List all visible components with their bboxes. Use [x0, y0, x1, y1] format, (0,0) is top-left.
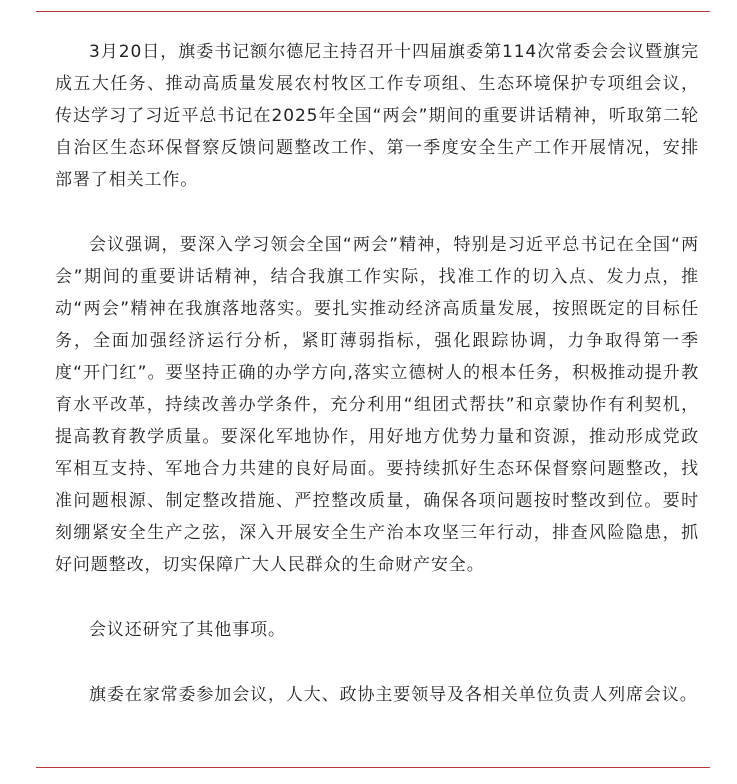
paragraph-meeting-summary: 3月20日，旗委书记额尔德尼主持召开十四届旗委第114次常委会会议暨旗完成五大任务、推动高质量发展农村牧区工作专项组、生态环境保护专项组会议，传达学习了习近平总书记在2025年全国“两会”期间的重要讲话精神，听取第二轮自治区生态环保督察反馈问题整改工作、第一季度安全生产工作开展情况，安排部署了相关工作。 — [55, 42, 699, 190]
bottom-divider — [36, 767, 710, 768]
paragraph-meeting-emphasis: 会议强调，要深入学习领会全国“两会”精神，特别是习近平总书记在全国“两会”期间的重要讲话精神，结合我旗工作实际，找准工作的切入点、发力点，推动“两会”精神在我旗落地落实。要扎实推动经济高质量发展，按照既定的目标任务，全面加强经济运行分析，紧盯薄弱指标，强化跟踪协调，力争取得第一季度“开门红”。要坚持正确的办学方向,落实立德树人的根本任务，积极推动提升教育水平改革，持续改善办学条件，充分利用“组团式帮扶”和京蒙协作有利契机，提高教育教学质量。要深化军地协作，用好地方优势力量和资源，推动形成党政军相互支持、军地合力共建的良好局面。要持续抓好生态环保督察问题整改，找准问题根源、制定整改措施、严控整改质量，确保各项问题按时整改到位。要时刻绷紧安全生产之弦，深入开展安全生产治本攻坚三年行动，排查风险隐患，抓好问题整改，切实保障广大人民群众的生命财产安全。 — [55, 235, 699, 575]
paragraph-other-matters: 会议还研究了其他事项。 — [89, 620, 286, 640]
paragraph-attendees: 旗委在家常委参加会议，人大、政协主要领导及各相关单位负责人列席会议。 — [89, 685, 698, 705]
article-body — [55, 36, 699, 744]
top-divider — [36, 11, 710, 12]
